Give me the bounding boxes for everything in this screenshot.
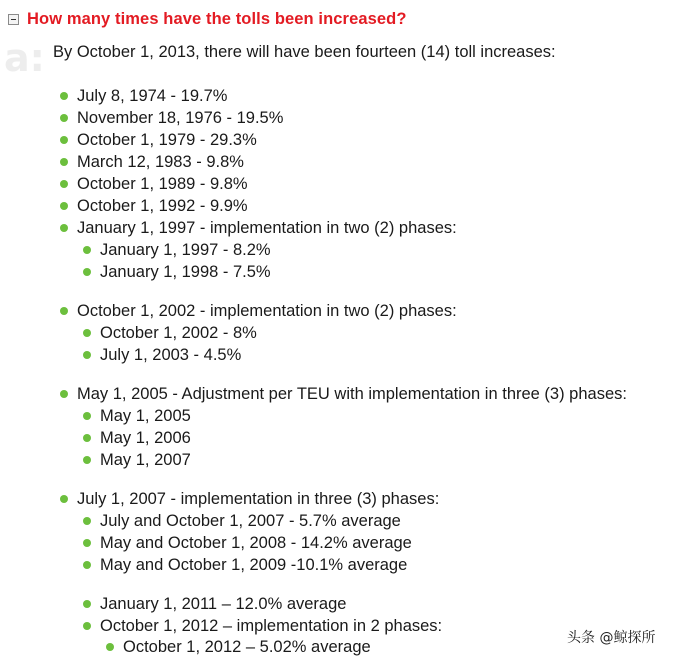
bullet-icon	[83, 561, 91, 569]
bullet-icon	[83, 622, 91, 630]
bullet-icon	[83, 517, 91, 525]
bullet-icon	[83, 246, 91, 254]
sub-list-item: May and October 1, 2009 -10.1% average	[100, 555, 407, 575]
faq-question-text: How many times have the tolls been increased?	[27, 9, 407, 28]
list-item: May 1, 2005 - Adjustment per TEU with implementation in three (3) phases:	[77, 384, 627, 404]
list-item: January 1, 1997 - implementation in two (2) phases:	[77, 218, 457, 238]
sub-list-item: July 1, 2003 - 4.5%	[100, 345, 241, 365]
list-item: October 1, 1989 - 9.8%	[77, 174, 248, 194]
list-item: July 1, 2007 - implementation in three (3) phases:	[77, 489, 439, 509]
sub-list-item: July and October 1, 2007 - 5.7% average	[100, 511, 401, 531]
bullet-icon	[60, 495, 68, 503]
sub-list-item: May and October 1, 2008 - 14.2% average	[100, 533, 412, 553]
sub-list-item: January 1, 1997 - 8.2%	[100, 240, 271, 260]
bullet-icon	[60, 136, 68, 144]
source-watermark: 头条 @鲸探所	[567, 630, 656, 646]
answer-intro: By October 1, 2013, there will have been fourteen (14) toll increases:	[53, 43, 556, 61]
bullet-icon	[83, 456, 91, 464]
sub-list-item: May 1, 2005	[100, 406, 191, 426]
sub-list-item: October 1, 2002 - 8%	[100, 323, 257, 343]
bullet-icon	[60, 202, 68, 210]
list-item: November 18, 1976 - 19.5%	[77, 108, 283, 128]
bullet-icon	[60, 224, 68, 232]
sub-list-item: October 1, 2012 – implementation in 2 phases:	[100, 616, 442, 636]
list-item: October 1, 1979 - 29.3%	[77, 130, 257, 150]
sub-list-item: January 1, 1998 - 7.5%	[100, 262, 271, 282]
bullet-icon	[83, 600, 91, 608]
bullet-icon	[83, 268, 91, 276]
sub-list-item: May 1, 2007	[100, 450, 191, 470]
bullet-icon	[83, 329, 91, 337]
list-item: October 1, 2002 - implementation in two (2) phases:	[77, 301, 457, 321]
list-item: March 12, 1983 - 9.8%	[77, 152, 244, 172]
answer-marker: a:	[4, 36, 45, 80]
bullet-icon	[60, 180, 68, 188]
list-item: October 1, 1992 - 9.9%	[77, 196, 248, 216]
bullet-icon	[60, 390, 68, 398]
sub-list-item: May 1, 2006	[100, 428, 191, 448]
sub-sub-list-item: October 1, 2012 – 5.02% average	[123, 637, 371, 657]
bullet-icon	[83, 412, 91, 420]
bullet-icon	[83, 351, 91, 359]
collapse-toggle-icon[interactable]	[8, 14, 19, 25]
bullet-icon	[60, 92, 68, 100]
bullet-icon	[60, 307, 68, 315]
bullet-icon	[60, 158, 68, 166]
sub-list-item: January 1, 2011 – 12.0% average	[100, 594, 346, 614]
bullet-icon	[60, 114, 68, 122]
bullet-icon	[83, 434, 91, 442]
bullet-icon	[83, 539, 91, 547]
faq-question-header[interactable]	[8, 8, 407, 30]
bullet-icon	[106, 643, 114, 651]
list-item: July 8, 1974 - 19.7%	[77, 86, 227, 106]
